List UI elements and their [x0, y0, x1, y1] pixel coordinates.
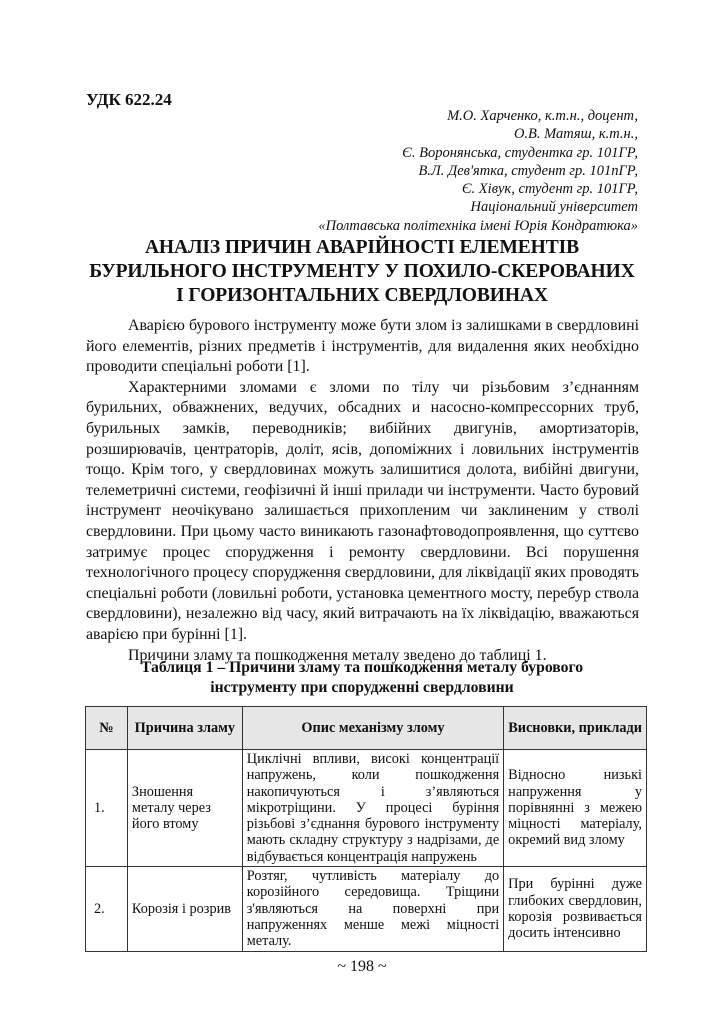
paragraph: Характерними зломами є зломи по тілу чи різьбовим з’єднанням бурильних, обважнених, ведучих, обсадних и насосно-компрессорних труб, бурильных замків, переводників; вибійних двигунів, амортизаторів, розширювачів, центраторів, доліт, ясів, допоміжних і ловильних інструментів тощо. Крім того, у свердловинах можуть залишитися долота, вибійні двигуни, телеметричні системи, геофізичні й інші прилади чи інструменти. Часто буровий інструмент неочікувано залишається прихопленим чи заклиненим у стволі свердловини. При цьому часто виникають газонафтоводопроявлення, що суттєво затримує процес спорудження і ремонту свердловини. Всі порушення технологічного процесу спорудження свердловини, для ліквідації яких проводять спеціальні роботи (ловильні роботи, установка цементного мосту, перебур ствола свердловини), незалежно від часу, який витрачають на їх ліквідацію, вважаються аварією при бурінні [1]. — [86, 378, 640, 643]
author-line: О.В. Матяш, к.т.н., — [513, 126, 638, 143]
cell-conclusion: Відносно низькі напруження у порівнянні з межею міцності матеріалу, окремий вид злому — [504, 750, 647, 867]
paragraph: Причини зламу та пошкодження металу зведено до таблиці 1. — [128, 646, 547, 664]
header-conclusion: Висновки, приклади — [504, 707, 647, 750]
table-header-row — [86, 707, 647, 750]
header-number: № — [86, 707, 128, 750]
author-block — [318, 107, 638, 235]
page-number: ~ 198 ~ — [337, 958, 387, 975]
cell-cause: Корозія і розрив — [127, 867, 242, 951]
cell-conclusion: При бурінні дуже глибоких свердловин, корозія розвивається досить інтенсивно — [504, 867, 647, 951]
table-row — [86, 750, 647, 867]
table-caption-line: інструменту при спорудженні свердловини — [210, 679, 514, 696]
cell-number: 2. — [86, 867, 128, 951]
author-line: В.Л. Дев'ятка, студент гр. 101пГР, — [418, 162, 638, 179]
cell-mechanism: Розтяг, чутливість матеріалу до корозійного середовища. Тріщини з'являються на поверхні при напруженнях менше межі міцності металу. — [242, 867, 503, 951]
table-row — [86, 867, 647, 951]
cell-mechanism: Циклічні впливи, високі концентрації напружень, коли пошкодження накопичуються і з’являються мікротріщини. У процесі буріння різьбові з’єднання бурового інструменту мають складну структуру з надрізами, де відбувається концентрація напружень — [242, 750, 503, 867]
cell-cause: Зношення металу через його втому — [127, 750, 242, 867]
cell-number: 1. — [86, 750, 128, 867]
header-mechanism: Опис механізму злому — [242, 707, 503, 750]
author-line: Є. Хівук, студент гр. 101ГР, — [461, 181, 638, 198]
table-caption-line: Таблиця 1 – Причини зламу та пошкодження металу бурового — [140, 659, 584, 676]
author-line: Є. Воронянська, студентка гр. 101ГР, — [402, 144, 638, 161]
paragraph: Аварією бурового інструменту може бути злом із залишками в свердловині його елементів, різних предметів і інструментів, для видалення яких необхідно проводити спеціальні роботи [1]. — [86, 317, 639, 376]
udk-code: УДК 622.24 — [86, 90, 172, 109]
affiliation-line: Національний університет — [470, 199, 638, 216]
body-text — [86, 316, 639, 666]
author-line: М.О. Харченко, к.т.н., доцент, — [447, 108, 638, 124]
table-caption — [86, 658, 638, 698]
header-cause: Причина зламу — [127, 707, 242, 750]
affiliation-line: «Полтавська політехніка імені Юрія Кондратюка» — [318, 217, 638, 234]
causes-table — [85, 706, 647, 952]
paper-title: АНАЛІЗ ПРИЧИН АВАРІЙНОСТІ ЕЛЕМЕНТІВ БУРИЛЬНОГО ІНСТРУМЕНТУ У ПОХИЛО-СКЕРОВАНИХ І ГОРИЗОНТАЛЬНИХ СВЕРДЛОВИНАХ — [89, 237, 635, 306]
